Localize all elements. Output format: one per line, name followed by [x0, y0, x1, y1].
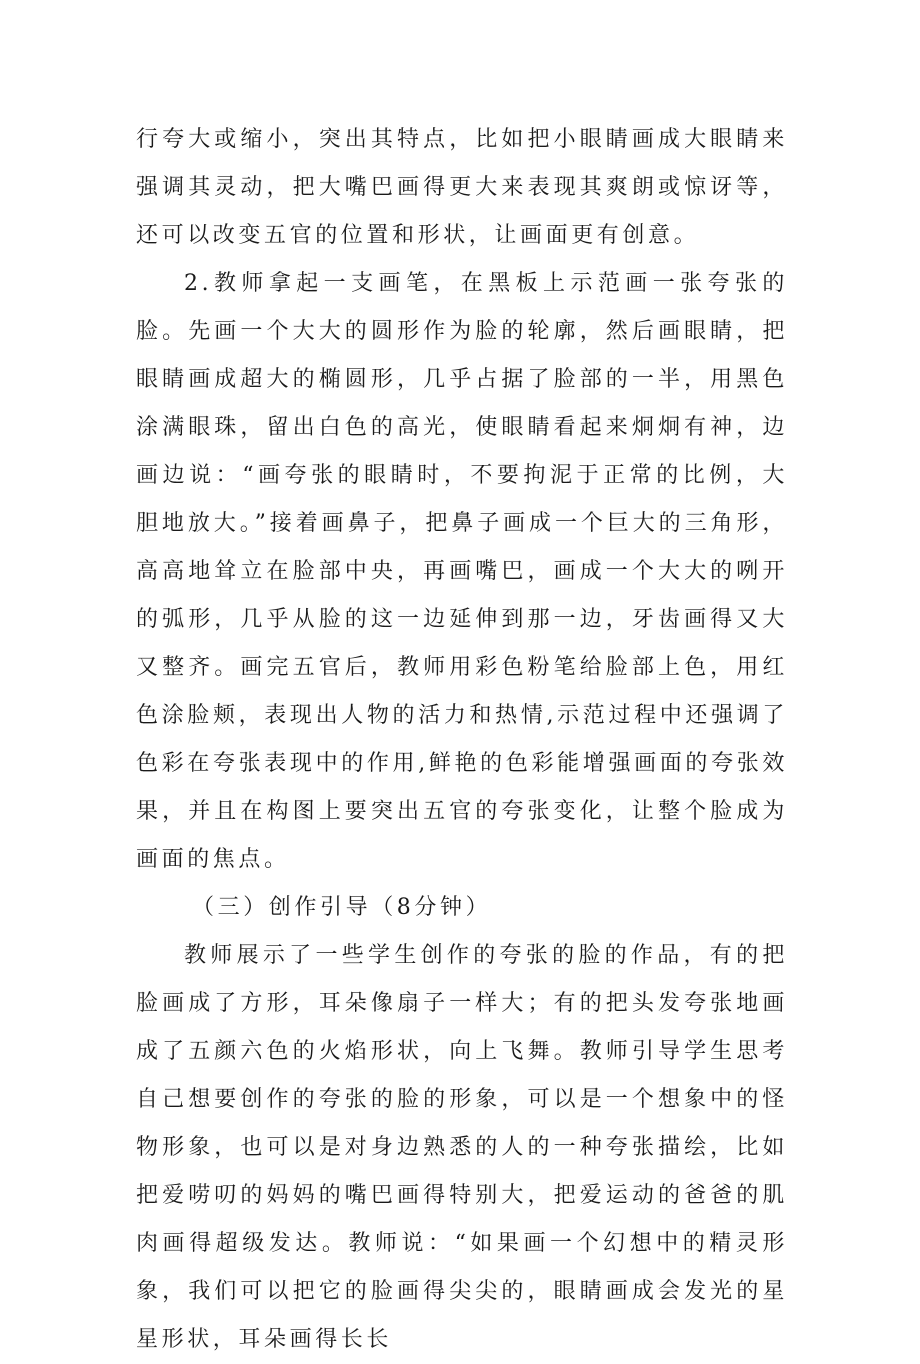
paragraph-continuation: 行夸大或缩小，突出其特点，比如把小眼睛画成大眼睛来强调其灵动，把大嘴巴画得更大来表现其爽朗或惊讶等，还可以改变五官的位置和形状，让画面更有创意。: [136, 127, 788, 248]
section-heading-creation-guidance: （三）创作引导（8分钟）: [192, 895, 492, 920]
document-body: [136, 116, 788, 1364]
paragraph-teacher-demonstration: 2.教师拿起一支画笔，在黑板上示范画一张夸张的脸。先画一个大大的圆形作为脸的轮廓，然后画眼睛，把眼睛画成超大的椭圆形，几乎占据了脸部的一半，用黑色涂满眼珠，留出白色的高光，使眼睛看起来炯炯有神，边画边说：“画夸张的眼睛时，不要拘泥于正常的比例，大胆地放大。”接着画鼻子，把鼻子画成一个巨大的三角形，高高地耸立在脸部中央，再画嘴巴，画成一个大大的咧开的弧形，几乎从脸的这一边延伸到那一边，牙齿画得又大又整齐。画完五官后，教师用彩色粉笔给脸部上色，用红色涂脸颊，表现出人物的活力和热情,示范过程中还强调了色彩在夸张表现中的作用,鲜艳的色彩能增强画面的夸张效果，并且在构图上要突出五官的夸张变化，让整个脸成为画面的焦点。: [136, 271, 788, 872]
paragraph-creation-guidance: 教师展示了一些学生创作的夸张的脸的作品，有的把脸画成了方形，耳朵像扇子一样大；有的把头发夸张地画成了五颜六色的火焰形状，向上飞舞。教师引导学生思考自己想要创作的夸张的脸的形象，可以是一个想象中的怪物形象，也可以是对身边熟悉的人的一种夸张描绘，比如把爱唠叨的妈妈的嘴巴画得特别大，把爱运动的爸爸的肌肉画得超级发达。教师说：“如果画一个幻想中的精灵形象，我们可以把它的脸画得尖尖的，眼睛画成会发光的星星形状，耳朵画得长长: [136, 943, 788, 1352]
